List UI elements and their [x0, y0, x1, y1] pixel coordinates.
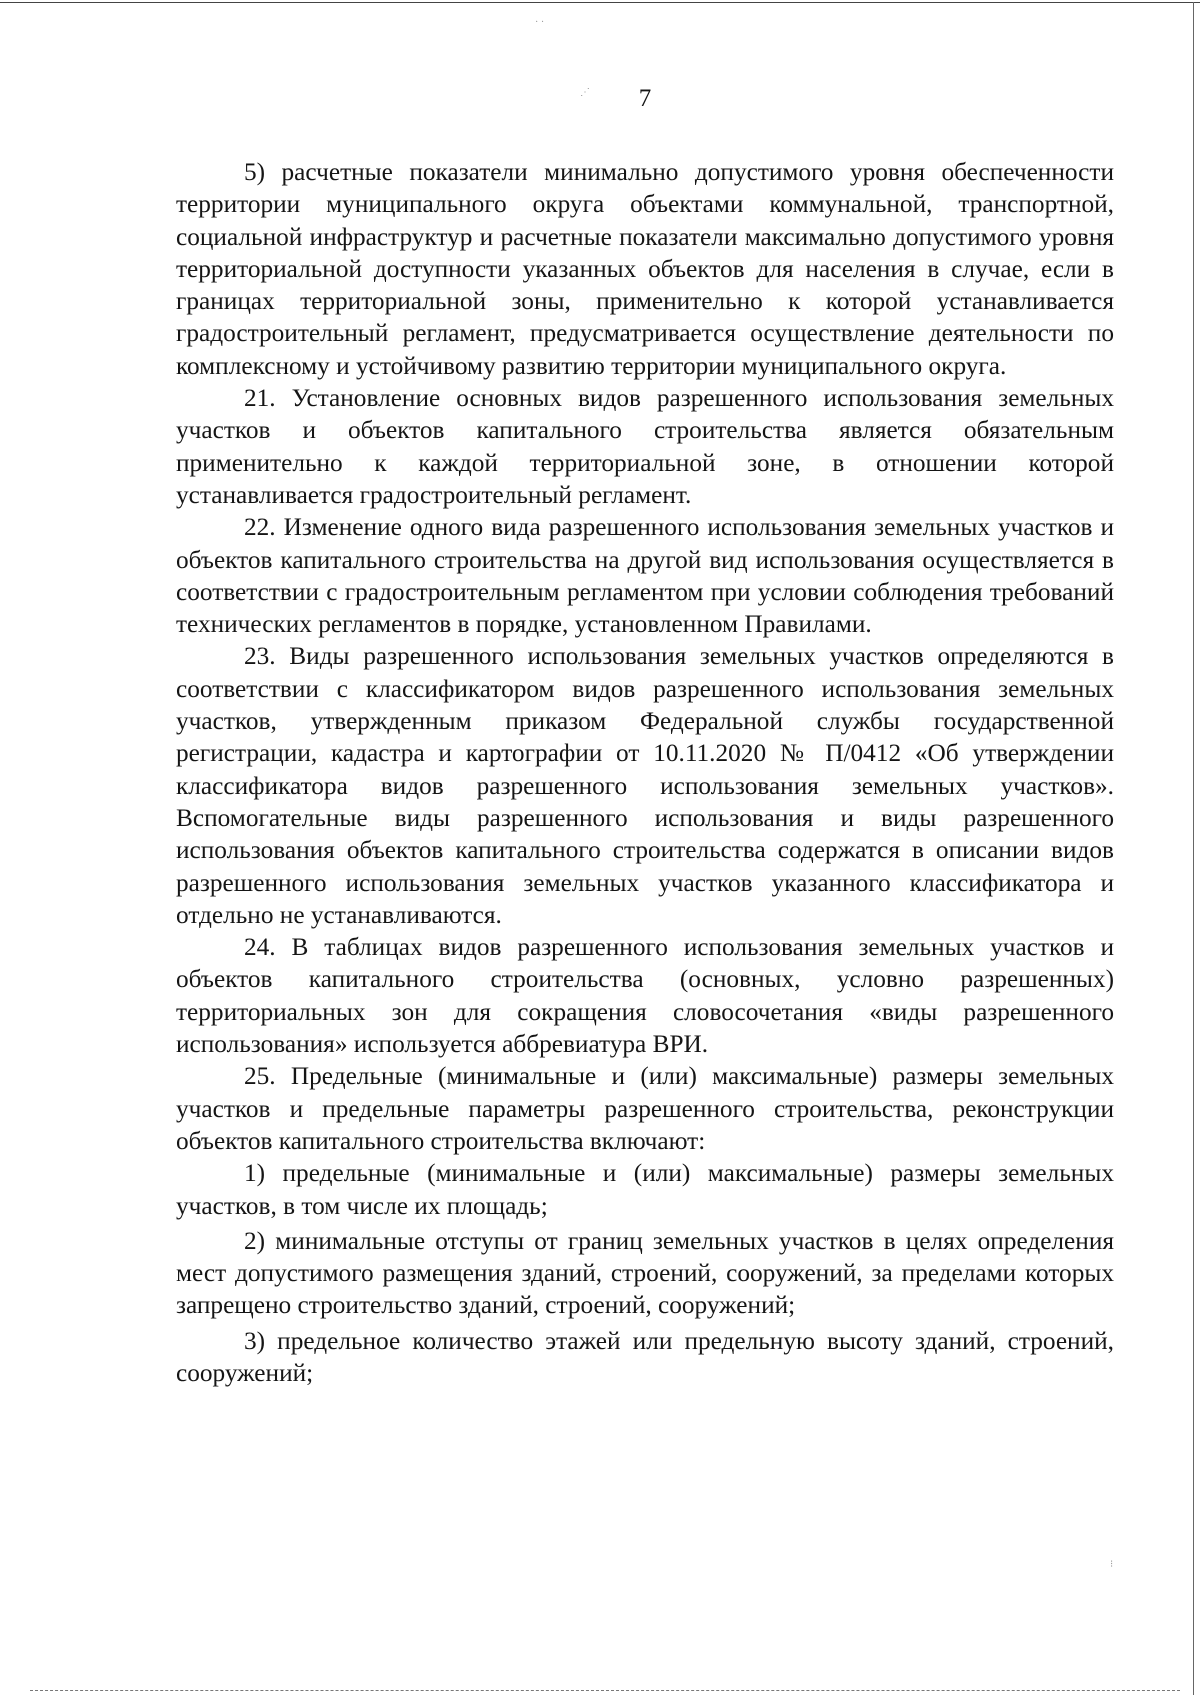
paragraph-24: 24. В таблицах видов разрешенного использования земельных участков и объектов капитального строительства (основных, условно разрешенных) территориальных зон для сокращения словосочетания «виды разрешенного использования» используется аббревиатура ВРИ.	[176, 933, 1114, 1059]
scan-speck: ⋰	[580, 87, 590, 98]
paragraph-22: 22. Изменение одного вида разрешенного использования земельных участков и объектов капитального строительства на другой вид использования осуществляется в соответствии с градостроительным регламентом при условии соблюдения требований технических регламентов в порядке, установленном Правилами.	[176, 513, 1114, 639]
scan-speck: · ·	[535, 17, 545, 28]
paragraph-item-5: 5) расчетные показатели минимально допустимого уровня обеспеченности территории муниципального округа объектами коммунальной, транспортной, социальной инфраструктур и расчетные показатели максимально допустимого уровня территориальной доступности указанных объектов для населения в случае, если в границах территориальной зоны, применительно к которой устанавливается градостроительный регламент, предусматривается осуществление деятельности по комплексному и устойчивому развитию территории муниципального округа.	[176, 158, 1114, 380]
page-number: 7	[638, 85, 652, 112]
document-body	[176, 156, 1114, 1389]
page-top-edge	[0, 2, 1200, 3]
paragraph-25-item-3: 3) предельное количество этажей или предельную высоту зданий, строений, сооружений;	[176, 1326, 1114, 1387]
paragraph-21: 21. Установление основных видов разрешенного использования земельных участков и объектов капитального строительства является обязательным применительно к каждой территориальной зоне, в отношении которой устанавливается градостроительный регламент.	[176, 384, 1114, 509]
paragraph-25-item-2: 2) минимальные отступы от границ земельных участков в целях определения мест допустимого размещения зданий, строений, сооружений, за пределами которых запрещено строительство зданий, строений, сооружений;	[176, 1226, 1114, 1320]
page-bottom-edge	[30, 1690, 1180, 1692]
page-right-edge	[1193, 2, 1194, 1695]
paragraph-25-item-1: 1) предельные (минимальные и (или) максимальные) размеры земельных участков, в том числе их площадь;	[176, 1159, 1114, 1220]
paragraph-25: 25. Предельные (минимальные и (или) максимальные) размеры земельных участков и предельные параметры разрешенного строительства, реконструкции объектов капитального строительства включают:	[176, 1062, 1114, 1155]
scan-speck: ⁝	[1110, 1559, 1114, 1570]
paragraph-23: 23. Виды разрешенного использования земельных участков определяются в соответствии с классификатором видов разрешенного использования земельных участков, утвержденным приказом Федеральной службы государственной регистрации, кадастра и картографии от 10.11.2020 № П/0412 «Об утверждении классификатора видов разрешенного использования земельных участков». Вспомогательные виды разрешенного использования и виды разрешенного использования объектов капитального строительства содержатся в описании видов разрешенного использования земельных участков указанного классификатора и отдельно не устанавливаются.	[176, 642, 1114, 929]
